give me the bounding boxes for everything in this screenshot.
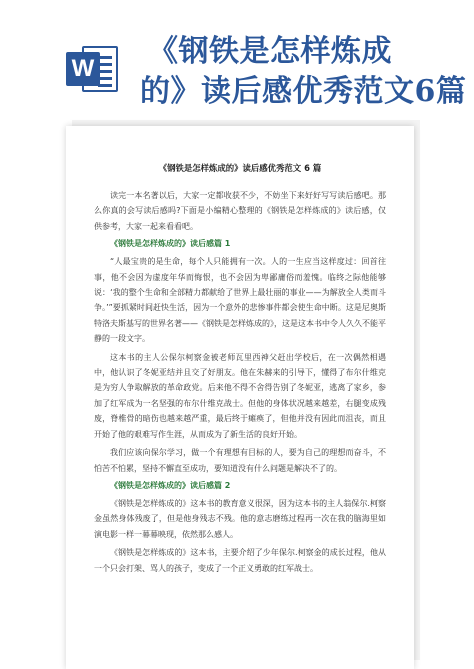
document-page[interactable] — [66, 126, 414, 669]
section-heading: 《钢铁是怎样炼成的》读后感篇 2 — [110, 480, 231, 490]
document-title: 《钢铁是怎样炼成的》读后感优秀范文 6 篇 — [158, 163, 322, 173]
paragraph: “人最宝贵的是生命，每个人只能拥有一次。人的一生应当这样度过：回首往事，他不会因为虚度年华而悔恨，也不会因为卑鄙庸俗而羞愧。临终之际他能够说：‘我的整个生命和全部精力都献给了世界上最壮丽的事业——为解放全人类而斗争。’”要抓紧时间赶快生活，因为一个意外的悲惨事件都会使生命中断。这是尼奥斯特洛夫斯基写的世界名著——《钢铁是怎样炼成的》，这是这本书中令人久久不能平静的一段文字。 — [94, 257, 386, 344]
word-document-icon — [66, 42, 118, 96]
word-logo-letter: W — [66, 52, 100, 86]
paragraph: 《钢铁是怎样炼成的》这本书，主要介绍了少年保尔.柯察金的成长过程，他从一个只会打架、骂人的孩子，变成了一个正义勇敢的红军战士。 — [94, 548, 386, 573]
page-title-line1: 《钢铁是怎样炼成 — [148, 34, 392, 69]
page-header — [0, 0, 474, 120]
paragraph: 读完一本名著以后，大家一定都收获不少，不妨坐下来好好写写读后感吧。那么你真的会写读后感吗?下面是小编精心整理的《钢铁是怎样炼成的》读后感，仅供参考，大家一起来看看吧。 — [94, 191, 386, 231]
paragraph: 我们应该向保尔学习，做一个有理想有目标的人，要为自己的理想而奋斗，不怕苦不怕累，坚持不懈直至成功，要知道没有什么问题是解决不了的。 — [94, 448, 386, 473]
section-heading: 《钢铁是怎样炼成的》读后感篇 1 — [110, 239, 231, 249]
paragraph: 《钢铁是怎样炼成的》这本书的教育意义很深，因为这本书的主人翁保尔.柯察金虽然身体残废了，但是他身残志不残。他的意志磨练过程再一次在我的脑海里如演电影一样一幕幕映现，依然那么感人。 — [94, 498, 386, 539]
document-body — [94, 188, 386, 576]
page-title-line2: 的》读后感优秀范文6篇 — [140, 74, 467, 109]
paragraph: 这本书的主人公保尔柯察金被老师瓦里西神父赶出学校后，在一次偶然相遇中，他认识了冬妮亚结并且交了好朋友。他在朱赫来的引导下，懂得了布尔什维克是为穷人争取解放的革命政党。后来他不得不舍得告别了冬妮亚，逃离了家乡，参加了红军成为一名坚强的布尔什维克战士。但他的身体状况越来越差，右腿变成残废，脊椎骨的暗伤也越来越严重，最后终于瘫痪了，但他并没有因此而沮丧，而且开始了他的艰难写作生涯，从而成为了新生活的良好开始。 — [94, 352, 386, 439]
